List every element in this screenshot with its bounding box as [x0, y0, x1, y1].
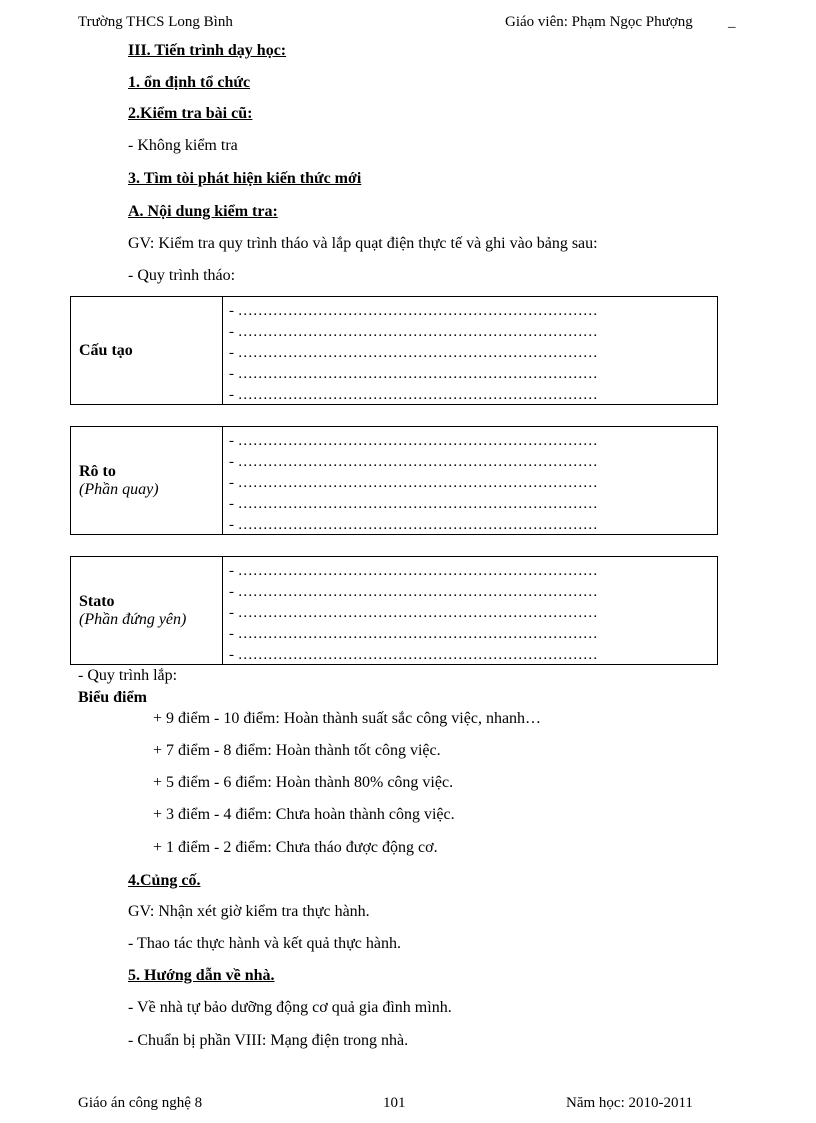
- heading-check-content: A. Nội dung kiểm tra:: [128, 203, 278, 220]
- text-consolidation-2: - Thao tác thực hành và kết quả thực hành.: [128, 935, 401, 952]
- table-subtitle: (Phần đứng yên): [79, 610, 187, 628]
- text-gv-instruction: GV: Kiểm tra quy trình tháo và lắp quạt điện thực tế và ghi vào bảng sau:: [128, 235, 598, 252]
- table-title: Cấu tạo: [79, 341, 133, 359]
- table-title: Stato: [79, 592, 115, 610]
- dotted-line: - ………………………………………………………………: [229, 517, 598, 533]
- dotted-line: - ………………………………………………………………: [229, 366, 598, 382]
- dotted-line: - ………………………………………………………………: [229, 345, 598, 361]
- footer-page-number: 101: [383, 1095, 406, 1111]
- header-school: Trường THCS Long Bình: [78, 14, 233, 30]
- footer-subject: Giáo án công nghệ 8: [78, 1095, 203, 1111]
- grading-item: + 1 điểm - 2 điểm: Chưa tháo được động cơ.: [153, 839, 438, 856]
- grading-item: + 3 điểm - 4 điểm: Chưa hoàn thành công việc.: [153, 806, 455, 823]
- dotted-line: - ………………………………………………………………: [229, 563, 598, 579]
- table-stator: [70, 556, 718, 665]
- dotted-line: - ………………………………………………………………: [229, 605, 598, 621]
- header-teacher: Giáo viên: Phạm Ngọc Phượng: [505, 14, 693, 30]
- footer-school-year: Năm học: 2010-2011: [566, 1095, 693, 1111]
- dotted-line: - ………………………………………………………………: [229, 475, 598, 491]
- dotted-line: - ………………………………………………………………: [229, 387, 598, 403]
- heading-old-lesson-check: 2.Kiểm tra bài cũ:: [128, 105, 253, 122]
- heading-homework: 5. Hướng dẫn về nhà.: [128, 967, 275, 984]
- table-subtitle: (Phần quay): [79, 480, 159, 498]
- text-homework-1: - Về nhà tự bảo dưỡng động cơ quả gia đình mình.: [128, 999, 452, 1016]
- text-disassembly: - Quy trình tháo:: [128, 267, 236, 284]
- table-label: [71, 297, 223, 404]
- text-consolidation-1: GV: Nhận xét giờ kiểm tra thực hành.: [128, 903, 370, 920]
- heading-grading: Biểu điểm: [78, 689, 147, 706]
- text-homework-2: - Chuẩn bị phần VIII: Mạng điện trong nhà.: [128, 1032, 409, 1049]
- table-lines: [229, 301, 717, 406]
- table-label: [71, 427, 223, 534]
- heading-lesson-process: III. Tiến trình dạy học:: [128, 42, 287, 59]
- dotted-line: - ………………………………………………………………: [229, 433, 598, 449]
- dotted-line: - ………………………………………………………………: [229, 584, 598, 600]
- table-label: [71, 557, 223, 664]
- heading-discovery: 3. Tìm tòi phát hiện kiến thức mới: [128, 170, 362, 187]
- dotted-line: - ………………………………………………………………: [229, 454, 598, 470]
- dotted-line: - ………………………………………………………………: [229, 626, 598, 642]
- heading-organization: 1. ổn định tổ chức: [128, 74, 251, 91]
- heading-consolidation: 4.Củng cố.: [128, 872, 201, 889]
- table-lines: [229, 431, 717, 536]
- header-mark: _: [728, 14, 736, 30]
- dotted-line: - ………………………………………………………………: [229, 496, 598, 512]
- text-no-check: - Không kiểm tra: [128, 137, 238, 154]
- text-assembly: - Quy trình lắp:: [78, 667, 178, 684]
- table-rotor: [70, 426, 718, 535]
- table-structure: [70, 296, 718, 405]
- grading-item: + 5 điểm - 6 điểm: Hoàn thành 80% công việc.: [153, 774, 454, 791]
- dotted-line: - ………………………………………………………………: [229, 324, 598, 340]
- dotted-line: - ………………………………………………………………: [229, 303, 598, 319]
- table-lines: [229, 561, 717, 666]
- dotted-line: - ………………………………………………………………: [229, 647, 598, 663]
- grading-item: + 7 điểm - 8 điểm: Hoàn thành tốt công việc.: [153, 742, 441, 759]
- table-title: Rô to: [79, 462, 116, 480]
- grading-item: + 9 điểm - 10 điểm: Hoàn thành suất sắc công việc, nhanh…: [153, 710, 542, 727]
